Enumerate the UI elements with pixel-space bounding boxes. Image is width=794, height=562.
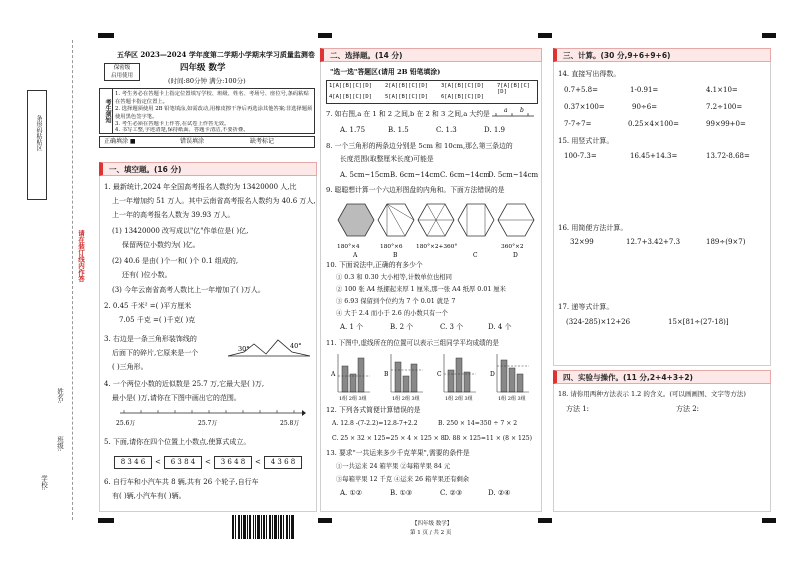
q15-text: 15. 用竖式计算。 — [558, 137, 614, 145]
q8-text: 8. 一个三角形的两条边分别是 5cm 和 10cm,那么第三条边的 — [326, 142, 513, 150]
q3-line: ( )三角形。 — [112, 363, 148, 371]
q11-axis: 1组 2组 3组 — [445, 396, 473, 402]
vertical-calc-item[interactable]: 100-7.3= — [564, 152, 597, 160]
q14-text: 14. 直接写出得数。 — [558, 70, 621, 78]
q8-option: A. 5cm~15cm — [340, 171, 390, 179]
q9-label: 180°×2+360° — [416, 244, 458, 250]
q1-text: 上一年增加约 51 万人。其中云南省高考报名人数约为 40.6 万人, — [112, 197, 316, 205]
calc-item[interactable]: 99×99+0= — [706, 120, 746, 128]
q4-line: 4. 一个两位小数的近似数是 25.7 万,它最大是( )万, — [104, 380, 265, 388]
notice-line: 3. 考生必须在答题卡上作答,在试卷上作答无效。 — [115, 121, 230, 127]
q10-item: ① 0.3 和 0.30 大小相等,计数单位也相同 — [336, 274, 452, 281]
bubble-row[interactable]: 4[A][B][C][D] — [329, 94, 373, 100]
q10-item: ④ 大于 2.4 而小于 2.6 的小数只有一个 — [336, 310, 448, 317]
bubble-hint: "选一选"答题区(请用 2B 铅笔填涂) — [330, 68, 441, 76]
q7-text: 7. 如右图,a 在 1 和 2 之间,b 在 2 和 3 之间,a 大约是 — [326, 110, 490, 118]
q17-text: 17. 递等式计算。 — [558, 303, 614, 311]
svg-text:a: a — [504, 107, 508, 114]
barcode-paste-area — [27, 90, 47, 200]
footer-label: 【四年级 数学】 — [412, 521, 453, 527]
calc-item[interactable]: 7-7÷7= — [564, 120, 592, 128]
tick-label: 25.8万 — [280, 420, 300, 427]
notice-line: 2. 选择题须使用 2B 铅笔填涂,如需改动,用橡皮擦干净后再选涂其他答案;非选择题须使用黑色签字笔。 — [115, 106, 313, 120]
bubble-row[interactable]: 5[A][B][C][D] — [385, 94, 429, 100]
q11-letter: A — [331, 371, 336, 378]
registration-mark — [538, 518, 552, 523]
stepwise-item[interactable]: 15×[81÷(27-18)] — [668, 318, 729, 326]
less-than: < — [255, 458, 261, 466]
svg-text:b: b — [520, 107, 524, 114]
calc-item[interactable]: 0.37×100= — [564, 103, 605, 111]
q11-text: 11. 下图中,虚线所在的位置可以表示三组同学平均成绩的是 — [326, 339, 499, 347]
digit-box[interactable]: 4 3 6 8 — [264, 456, 302, 469]
notice-box — [99, 88, 315, 134]
grade-subject: 四年级 数学 — [180, 63, 226, 73]
q10-option: C. 3 个 — [440, 323, 464, 331]
q10-item: ② 100 张 A4 纸摞起来厚 1 厘米,那一张 A4 纸厚 0.01 厘米 — [336, 286, 506, 293]
less-than: < — [205, 458, 211, 466]
q7-number-line — [490, 104, 538, 120]
calc-item[interactable]: 90÷6= — [632, 103, 658, 111]
method-label[interactable]: 方法 1: — [566, 405, 590, 413]
method-label[interactable]: 方法 2: — [676, 405, 700, 413]
time-info: (时间:80分钟 满分:100分) — [168, 77, 246, 85]
q10-option: A. 1 个 — [340, 323, 364, 331]
q12-option: D. 88 × 125=11 × (8 × 125) — [444, 435, 532, 442]
q2-line: 2. 0.45 千米² =( )平方厘米 — [104, 302, 192, 310]
bubble-row[interactable]: 7[A][B][C][D] — [497, 83, 531, 95]
q7-option: C. 1.3 — [436, 126, 457, 134]
digit-box[interactable]: 3 6 4 8 — [214, 456, 252, 469]
q1-1: 保留两位小数约为( )亿。 — [122, 241, 200, 249]
q9-label: 180°×6 — [380, 244, 403, 250]
bubble-row[interactable]: 6[A][B][C][D] — [441, 94, 485, 100]
q7-option: A. 1.75 — [340, 126, 366, 134]
q8-text: 长度范围(取整厘米长度)可能是 — [340, 155, 434, 163]
simplify-item[interactable]: 32×99 — [570, 238, 594, 246]
bubble-row[interactable]: 1[A][B][C][D] — [329, 83, 373, 89]
q11-axis: 1组 2组 3组 — [339, 396, 367, 402]
q6-line: 有( )辆,小汽车有( )辆。 — [112, 492, 186, 500]
number-line[interactable] — [116, 405, 306, 431]
binding-line — [72, 40, 73, 520]
registration-mark — [762, 33, 776, 38]
q16-text: 16. 用简便方法计算。 — [558, 224, 628, 232]
angle-label: 30° — [238, 345, 250, 353]
q13-option: C. ②③ — [440, 489, 463, 497]
q4-line: 最小是( )万,请你在下图中画出它的范围。 — [112, 394, 241, 402]
q7-option: B. 1.5 — [388, 126, 409, 134]
q1-text: 1. 最新统计,2024 年全国高考报名人数约为 13420000 人,比 — [104, 183, 297, 191]
q8-option: C. 6cm~14cm — [440, 171, 490, 179]
registration-mark — [762, 518, 776, 523]
legend-absent: 缺考标记 — [250, 138, 275, 145]
q9-letter: B — [393, 252, 398, 258]
q10-option: D. 4 个 — [488, 323, 512, 331]
vertical-calc-item[interactable]: 13.72-8.68= — [706, 152, 750, 160]
q9-letter: D — [513, 252, 518, 258]
calc-item[interactable]: 0.7+5.8= — [564, 86, 598, 94]
barcode — [232, 515, 296, 541]
q9-letter: C — [473, 252, 478, 258]
binding-warning: 请在装订线内作答 — [77, 230, 85, 282]
legend-wrong: 错误填涂 — [180, 138, 205, 145]
section1-heading: 一、填空题。(16 分) — [99, 162, 317, 176]
vertical-calc-item[interactable]: 16.45+14.3= — [630, 152, 678, 160]
registration-mark — [538, 33, 552, 38]
calc-item[interactable]: 0.25×4×100= — [628, 120, 679, 128]
q3-line: 3. 右边是一条三角形装饰线的 — [104, 335, 197, 343]
q7-option: D. 1.9 — [484, 126, 505, 134]
q13-option: B. ①③ — [390, 489, 413, 497]
section3-heading: 三、计算。(30 分,9+6+9+6) — [553, 48, 771, 62]
stepwise-item[interactable]: (324-285)×12+26 — [566, 318, 631, 326]
q1-3: (3) 今年云南省高考人数比上一年增加了( )万人。 — [112, 286, 265, 294]
q9-label: 360°×2 — [501, 244, 524, 250]
calc-item[interactable]: 4.1×10= — [706, 86, 738, 94]
q18-text: 18. 请你用两种方法表示 1.2 的含义。(可以画画图、文字等方法) — [558, 390, 746, 398]
registration-mark — [318, 33, 332, 38]
angle-label: 40° — [290, 342, 302, 350]
hexagon-figures — [336, 200, 536, 258]
q11-letter: D — [490, 371, 495, 378]
q1-2: 还有( )位小数。 — [122, 271, 172, 279]
q2-line: 7.05 千克 =( )千克( )克 — [119, 316, 196, 324]
q11-letter: C — [437, 371, 442, 378]
class-field[interactable]: 班级: — [56, 436, 64, 452]
tick-label: 25.6万 — [116, 420, 136, 427]
q13-text: 13. 要求"一共运来多少千克苹果",需要的条件是 — [326, 449, 470, 457]
bubble-row[interactable]: 3[A][B][C][D] — [441, 83, 485, 89]
tick-label: 25.7万 — [198, 420, 218, 427]
q10-option: B. 2 个 — [390, 323, 414, 331]
simplify-item[interactable]: 12.7+3.42+7.3 — [626, 238, 681, 246]
school-field[interactable]: 学校: — [40, 475, 48, 491]
triangle-fragment — [226, 334, 314, 360]
q10-text: 10. 下面说法中,正确的有多少个 — [326, 261, 423, 269]
q12-option: B. 250 × 14=350 ÷ 7 × 2 — [438, 420, 518, 427]
q12-option: A. 12.8 -(7-2.2)=12.8-7+2.2 — [332, 420, 418, 427]
q10-item: ③ 6.93 保留到个位约为 7 个 0.01 就是 7 — [336, 298, 456, 305]
notice-line: 1. 考生务必在答题卡上指定位置填写学校、班级、姓名、考场号、座位号,条码粘贴在答题卡指定位置上。 — [115, 91, 309, 105]
notice-line: 4. 书写工整,字迹清楚,保持纸面、答题卡清洁,不要折叠。 — [115, 127, 249, 133]
less-than: < — [155, 458, 161, 466]
q8-option: D. 5cm~14cm — [488, 171, 539, 179]
bubble-row[interactable]: 2[A][B][C][D] — [385, 83, 429, 89]
q11-axis: 1组 2组 3组 — [392, 396, 420, 402]
registration-mark — [98, 33, 114, 38]
q11-axis: 1组 2组 3组 — [498, 396, 526, 402]
simplify-item[interactable]: 189÷(9×7) — [706, 238, 746, 246]
q1-1: (1) 13420000 改写成以"亿"作单位是( )亿, — [112, 227, 249, 235]
notice-label: 考生须知 — [100, 89, 113, 133]
digit-box[interactable]: 8 3 4 6 — [114, 456, 152, 469]
q11-bar-charts — [330, 352, 540, 402]
page-number: 第 1 页 / 共 2 页 — [410, 530, 452, 536]
q13-condition: ①一共运来 24 箱苹果 ②每箱苹果 84 元 — [336, 463, 451, 470]
name-field[interactable]: 姓名: — [56, 388, 64, 404]
exam-title: 五华区 2023—2024 学年度第二学期小学期末学习质量监测卷 — [117, 50, 315, 59]
q1-text: 上一年的高考报名人数为 39.93 万人。 — [112, 211, 235, 219]
q8-option: B. 6cm~14cm — [390, 171, 440, 179]
answer-bubble-area[interactable] — [326, 80, 538, 104]
q3-line: 后面下的碎片,它原来是一个 — [112, 349, 199, 357]
q9-label: 180°×4 — [337, 244, 360, 250]
q13-option: D. ②④ — [488, 489, 511, 497]
q1-2: (2) 40.6 是由( )个一和( )个 0.1 组成的, — [112, 257, 239, 265]
section4-heading: 四、实验与操作。(11 分,2+4+3+2) — [553, 370, 771, 384]
q9-text: 9. 聪聪想计算一个六边形图盘的内角和。下面方法错误的是 — [326, 186, 505, 194]
section2-heading: 二、选择题。(14 分) — [320, 48, 542, 62]
legend-correct: 正确填涂 ■ — [104, 138, 136, 145]
registration-mark — [98, 518, 114, 523]
q12-option: C. 25 × 32 × 125=25 × 4 × 125 × 8 — [332, 435, 445, 442]
q12-text: 12. 下列各式简便计算错误的是 — [326, 406, 421, 414]
calc-item[interactable]: 7.2÷100= — [706, 103, 743, 111]
q13-condition: ③每箱苹果 12 千克 ④运来 26 箱苹果还有剩余 — [336, 476, 470, 483]
calc-item[interactable]: 1-0.91= — [630, 86, 659, 94]
q5-text: 5. 下面,请你在四个位置上小数点,使算式成立。 — [104, 438, 251, 446]
confidentiality-box: 保密级 启用使用 — [104, 63, 140, 81]
q9-letter: A — [353, 252, 358, 258]
barcode-area-label: 条形码粘贴区 — [35, 115, 42, 151]
digit-box[interactable]: 6 3 8 4 — [164, 456, 202, 469]
q11-letter: B — [384, 371, 389, 378]
registration-mark — [318, 518, 332, 523]
q6-line: 6. 自行车和小汽车共 8 辆,共有 26 个轮子,自行车 — [104, 478, 259, 486]
fill-legend — [99, 136, 315, 148]
q13-option: A. ①② — [340, 489, 363, 497]
